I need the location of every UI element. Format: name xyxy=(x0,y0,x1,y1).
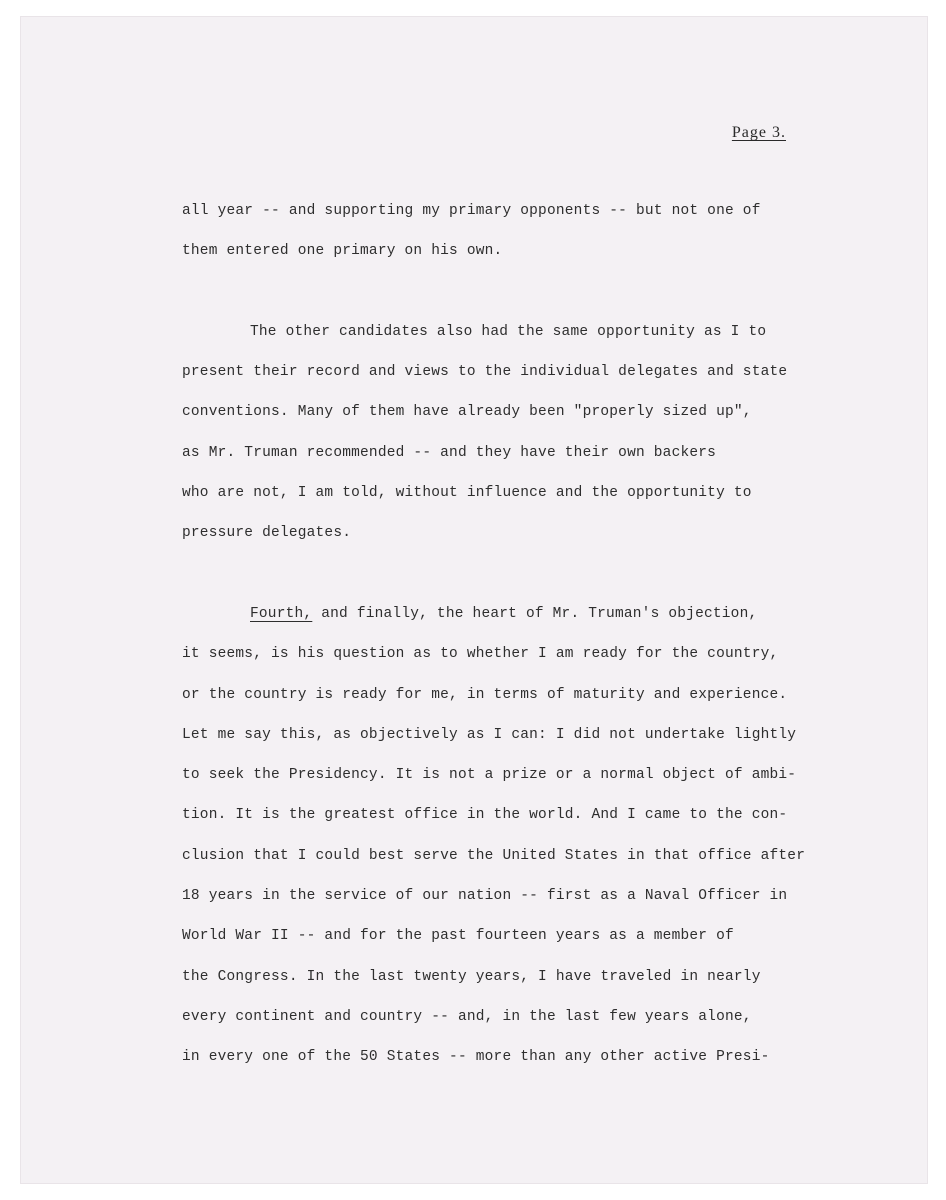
text-line: as Mr. Truman recommended -- and they have their own backers xyxy=(182,444,717,461)
text-line: it seems, is his question as to whether I am ready for the country, xyxy=(182,646,779,663)
page-number: Page 3. xyxy=(731,124,786,141)
text-line: every continent and country -- and, in the last few years alone, xyxy=(182,1008,752,1025)
text-line: tion. It is the greatest office in the world. And I came to the con- xyxy=(182,807,788,824)
text-line: present their record and views to the individual delegates and state xyxy=(182,364,788,381)
text-line: The other candidates also had the same opportunity as I to xyxy=(250,323,767,340)
text-line: clusion that I could best serve the United States in that office after xyxy=(182,847,806,864)
document-page xyxy=(20,16,928,1184)
text-line: to seek the Presidency. It is not a prize or a normal object of ambi- xyxy=(182,767,797,784)
text-line: pressure delegates. xyxy=(182,525,352,542)
text-span: and finally, the heart of Mr. Truman's objection, xyxy=(312,605,758,622)
text-line: Let me say this, as objectively as I can: I did not undertake lightly xyxy=(182,726,797,743)
text-line: the Congress. In the last twenty years, I have traveled in nearly xyxy=(182,968,761,985)
text-line: or the country is ready for me, in terms of maturity and experience. xyxy=(182,686,788,703)
text-line: who are not, I am told, without influence and the opportunity to xyxy=(182,485,752,502)
text-line xyxy=(182,599,822,639)
document-body xyxy=(182,196,822,1083)
text-line: conventions. Many of them have already been "properly sized up", xyxy=(182,404,752,421)
text-line: them entered one primary on his own. xyxy=(182,243,503,260)
text-line: all year -- and supporting my primary opponents -- but not one of xyxy=(182,203,761,219)
emphasized-word: Fourth, xyxy=(250,605,313,622)
text-line: 18 years in the service of our nation -- first as a Naval Officer in xyxy=(182,888,788,905)
paragraph-gap xyxy=(182,559,822,599)
text-line: World War II -- and for the past fourteen years as a member of xyxy=(182,928,734,945)
paragraph-gap xyxy=(182,277,822,317)
text-line: in every one of the 50 States -- more than any other active Presi- xyxy=(182,1049,770,1066)
